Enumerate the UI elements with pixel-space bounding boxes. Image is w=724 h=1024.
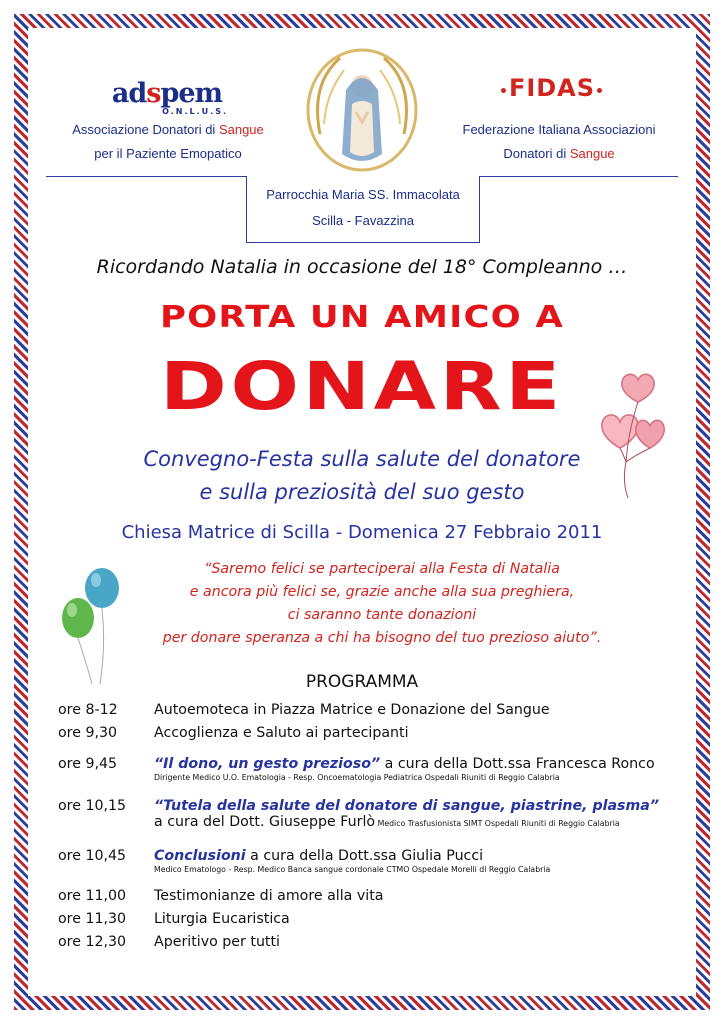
- parish-name: Parrocchia Maria SS. Immacolata: [266, 187, 460, 202]
- program-row: ore 11,30 Liturgia Eucaristica: [58, 911, 290, 927]
- header-divider-left: [46, 176, 246, 177]
- program-row: ore 11,00 Testimonianze di amore alla vita: [58, 888, 384, 904]
- programma-title: PROGRAMMA: [305, 672, 419, 692]
- event-subtitle: Convegno-Festa sulla salute del donatore e sulla preziosità del suo gesto: [143, 447, 581, 504]
- program-row: ore 9,45 “Il dono, un gesto prezioso” a cura della Dott.ssa Francesca Ronco Dirigente Medico U.O. Ematologia - Resp. Oncoematologia Pediatrica Ospedali Riuniti di Reggio Calabria: [58, 756, 655, 782]
- right-organization: Federazione Italiana Associazioni Donatori di Sangue: [462, 122, 656, 161]
- program-row: ore 8-12 Autoemoteca in Piazza Matrice e Donazione del Sangue: [58, 702, 550, 718]
- parish-location: Scilla - Favazzina: [312, 213, 414, 228]
- left-organization: Associazione Donatori di Sangue per il Paziente Emopatico: [72, 122, 264, 161]
- intro-line: Ricordando Natalia in occasione del 18° Compleanno …: [96, 256, 628, 278]
- parish-box: [246, 176, 480, 243]
- program-row: ore 12,30 Aperitivo per tutti: [58, 934, 281, 950]
- headline-donare: DONARE: [160, 348, 564, 425]
- place-date: Chiesa Matrice di Scilla - Domenica 27 Febbraio 2011: [121, 522, 603, 543]
- adspem-logo: adspem O.N.L.U.S.: [111, 78, 228, 116]
- program-row: ore 9,30 Accoglienza e Saluto ai partecipanti: [58, 725, 409, 741]
- program-row: ore 10,15 “Tutela della salute del donatore di sangue, piastrine, plasma” a cura del Dott. Giuseppe Furlò Medico Trasfusionista SIMT Ospedali Riuniti di Reggio Calabria: [58, 798, 659, 830]
- headline-porta: PORTA UN AMICO A: [159, 300, 565, 335]
- program-list: [58, 702, 698, 957]
- madonna-image: [300, 44, 424, 174]
- program-row: ore 10,45 Conclusioni a cura della Dott.ssa Giulia Pucci Medico Ematologo - Resp. Medico Banca sangue cordonale CTMO Ospedale Morelli di Reggio Calabria: [58, 848, 551, 874]
- fidas-logo: •FIDAS•: [498, 74, 605, 102]
- quote: “Saremo felici se parteciperai alla Festa di Natalia e ancora più felici se, grazie anche alla sua preghiera, ci saranno tante donazioni per donare speranza a chi ha bisogno del tuo prezioso aiuto”.: [162, 561, 602, 646]
- header-divider-right: [478, 176, 678, 177]
